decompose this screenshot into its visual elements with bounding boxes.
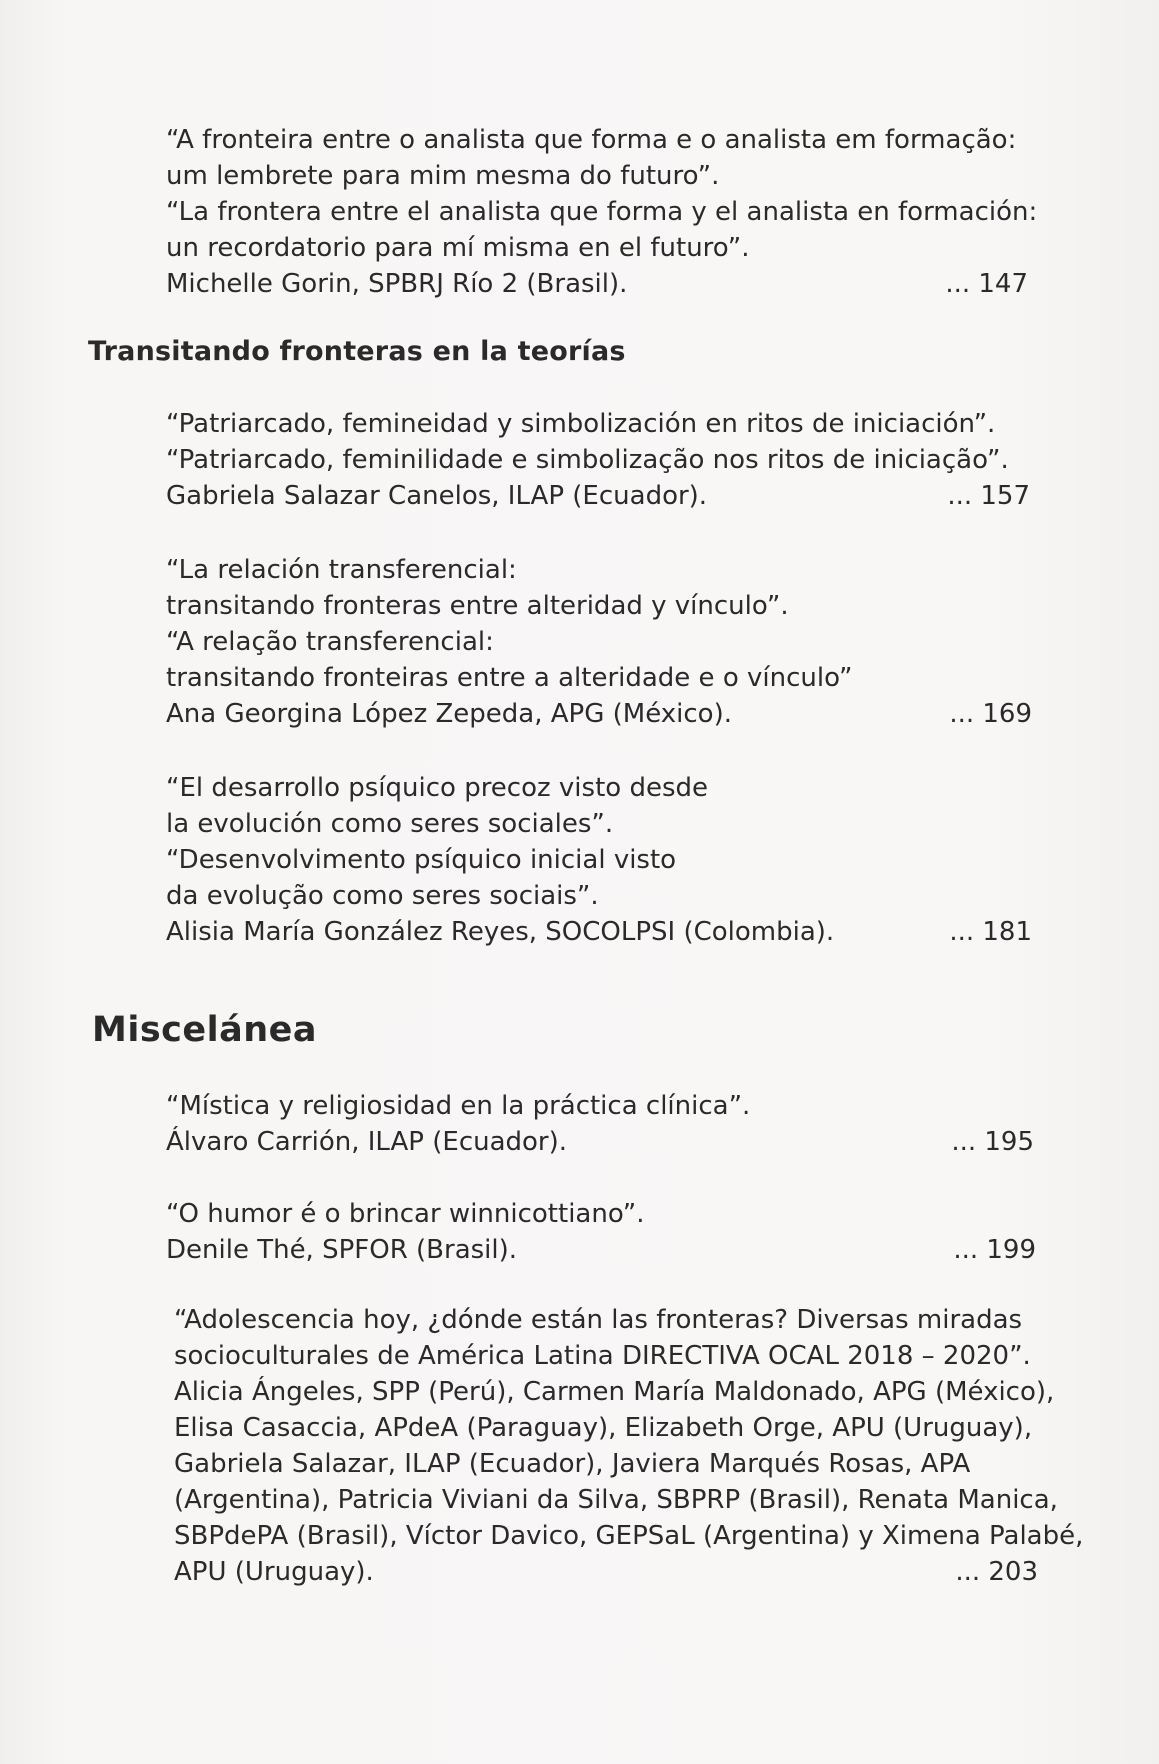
entry-title-line: da evolução como seres sociais”.: [166, 881, 599, 911]
toc-entry: [166, 1088, 1034, 1160]
entry-title-line: “La frontera entre el analista que forma y el analista en formación:: [166, 197, 1038, 227]
entry-title-line: um lembrete para mim mesma do futuro”.: [166, 161, 720, 191]
entry-title-line: transitando fronteiras entre a alteridade e o vínculo”: [166, 663, 853, 693]
toc-entry: [166, 1196, 1036, 1268]
entry-author: Alisia María González Reyes, SOCOLPSI (Colombia).: [166, 917, 835, 947]
entry-page-number: ... 195: [951, 1127, 1034, 1157]
toc-entry: [166, 406, 1030, 514]
entry-title-line: “Mística y religiosidad en la práctica clínica”.: [166, 1091, 751, 1121]
entry-page-number: ... 181: [949, 917, 1032, 947]
entry-author: Álvaro Carrión, ILAP (Ecuador).: [166, 1127, 568, 1157]
entry-title-line: transitando fronteras entre alteridad y vínculo”.: [166, 591, 789, 621]
entry-author-line: SBPdePA (Brasil), Víctor Davico, GEPSaL (Argentina) y Ximena Palabé,: [174, 1521, 1084, 1551]
entry-author-line: Elisa Casaccia, APdeA (Paraguay), Elizabeth Orge, APU (Uruguay),: [174, 1413, 1033, 1443]
entry-page-number: ... 199: [953, 1235, 1036, 1265]
entry-title-line: “Desenvolvimento psíquico inicial visto: [166, 845, 677, 875]
entry-author: Gabriela Salazar Canelos, ILAP (Ecuador).: [166, 481, 708, 511]
entry-author: Denile Thé, SPFOR (Brasil).: [166, 1235, 518, 1265]
entry-title-line: la evolución como seres sociales”.: [166, 809, 614, 839]
entry-title-line: “O humor é o brincar winnicottiano”.: [166, 1199, 645, 1229]
entry-title-line: “Patriarcado, feminilidade e simbolização nos ritos de iniciação”.: [166, 445, 1009, 475]
toc-entry: [166, 552, 1032, 732]
entry-author: Michelle Gorin, SPBRJ Río 2 (Brasil).: [166, 269, 628, 299]
entry-title-line: “A fronteira entre o analista que forma e o analista em formação:: [166, 125, 1017, 155]
entry-title-line: “El desarrollo psíquico precoz visto desde: [166, 773, 708, 803]
entry-title-line: socioculturales de América Latina DIRECTIVA OCAL 2018 – 2020”.: [174, 1341, 1031, 1371]
entry-page-number: ... 157: [947, 481, 1030, 511]
entry-author-line: Gabriela Salazar, ILAP (Ecuador), Javiera Marqués Rosas, APA: [174, 1449, 971, 1479]
entry-title-line: “A relação transferencial:: [166, 627, 494, 657]
toc-entry: [174, 1302, 1084, 1590]
entry-title-line: un recordatorio para mí misma en el futuro”.: [166, 233, 750, 263]
entry-title-line: “Adolescencia hoy, ¿dónde están las fronteras? Diversas miradas: [174, 1305, 1023, 1335]
entry-title-line: “La relación transferencial:: [166, 555, 517, 585]
entry-author-line: (Argentina), Patricia Viviani da Silva, SBPRP (Brasil), Renata Manica,: [174, 1485, 1058, 1515]
section-heading-miscellany: Miscelánea: [92, 1010, 318, 1050]
entry-author-line: Alicia Ángeles, SPP (Perú), Carmen María Maldonado, APG (México),: [174, 1377, 1055, 1407]
entry-page-number: ... 169: [949, 699, 1032, 729]
toc-entry: [166, 122, 1038, 302]
entry-page-number: ... 147: [945, 269, 1028, 299]
entry-title-line: “Patriarcado, femineidad y simbolización en ritos de iniciación”.: [166, 409, 996, 439]
toc-entry: [166, 770, 1032, 950]
section-heading-theories: Transitando fronteras en la teorías: [88, 336, 626, 367]
entry-author: APU (Uruguay).: [174, 1557, 374, 1587]
entry-author: Ana Georgina López Zepeda, APG (México).: [166, 699, 732, 729]
entry-page-number: ... 203: [955, 1557, 1038, 1587]
